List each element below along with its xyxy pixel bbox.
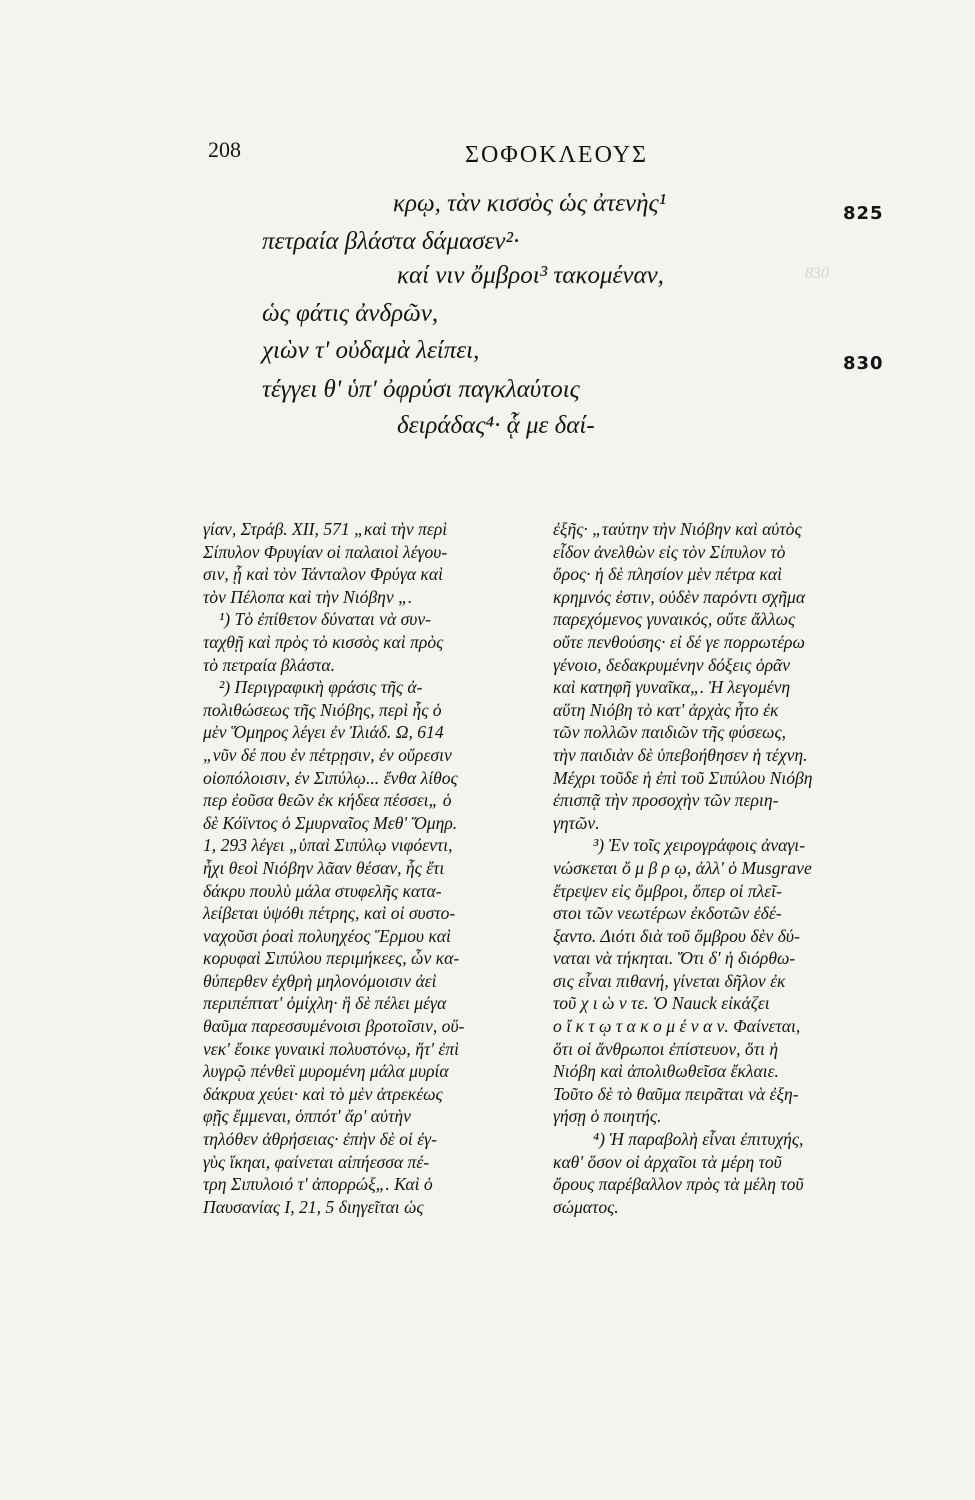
note-line: ταχθῇ καὶ πρὸς τὸ κισσὸς καὶ πρὸς	[203, 631, 444, 652]
note-line: Σίπυλον Φρυγίαν οἱ παλαιοὶ λέγου-	[203, 541, 448, 562]
note-line: θαῦμα παρεσσυμένοισι βροτοῖσιν, οὕ-	[203, 1016, 465, 1037]
note-line: παρεχόμενος γυναικός, οὔτε ἄλλως	[553, 609, 796, 630]
note-line: θύπερθεν ἐχθρὴ μηλονόμοισιν ἀεὶ	[203, 970, 437, 991]
note-line: Μέχρι τοῦδε ἡ ἐπὶ τοῦ Σιπύλου Νιόβη	[553, 767, 813, 788]
note-line: Παυσανίας Ι, 21, 5 διηγεῖται ὡς	[203, 1196, 424, 1217]
note-line: ναχοῦσι ῥοαὶ πολυηχέος Ἕρμου καὶ	[203, 925, 451, 946]
note-line: γήσῃ ὁ ποιητής.	[553, 1106, 662, 1127]
note-line: ὄρους παρέβαλλον πρὸς τὰ μέλη τοῦ	[553, 1174, 804, 1195]
note-line: γὺς ἵκηαι, φαίνεται αἰπήεσσα πέ-	[203, 1151, 430, 1172]
note-line: σιν, ᾗ καὶ τὸν Τάνταλον Φρύγα καὶ	[203, 564, 443, 585]
verse-line: χιὼν τ' οὐδαμὰ λείπει,	[262, 337, 480, 364]
note-line: ἔτρεψεν εἰς ὄμβροι, ὅπερ οἱ πλεῖ-	[553, 880, 782, 901]
note-line: νώσκεται ὄ μ β ρ ῳ, ἀλλ' ὁ Musgrave	[553, 857, 812, 878]
verse-line: δειράδας⁴· ᾇ με δαί-	[397, 412, 595, 439]
note-line: εἶδον ἀνελθὼν εἰς τὸν Σίπυλον τὸ	[553, 541, 786, 562]
note-line: σώματος.	[553, 1196, 619, 1217]
note-line: ²) Περιγραφικὴ φράσις τῆς ἀ-	[219, 677, 423, 698]
verse-line: ὡς φάτις ἀνδρῶν,	[262, 300, 439, 327]
notes-right-column	[553, 518, 883, 1218]
verse-line: τέγγει θ' ὑπ' ὀφρύσι παγκλαύτοις	[262, 376, 580, 403]
note-line: οἰοπόλοισιν, ἐν Σιπύλῳ... ἔνθα λίθος	[203, 767, 458, 788]
note-line: ἧχι θεοὶ Νιόβην λᾶαν θέσαν, ἧς ἔτι	[203, 857, 445, 878]
verse-line: πετραία βλάστα δάμασεν²·	[262, 228, 520, 255]
note-line: φῇς ἔμμεναι, ὁππότ' ἄρ' αὐτὴν	[203, 1106, 411, 1127]
verse-line: καί νιν ὄμβροι³ τακομέναν,	[397, 262, 664, 289]
note-line: 1, 293 λέγει „ὑπαὶ Σιπύλῳ νιφόεντι,	[203, 835, 453, 856]
note-line: γίαν, Στράβ. XII, 571 „καὶ τὴν περὶ	[203, 519, 448, 539]
note-line: τηλόθεν ἀθρήσειας· ἐπὴν δὲ οἱ ἐγ-	[203, 1129, 437, 1150]
note-line: λείβεται ὑψόθι πέτρης, καὶ οἱ συστο-	[203, 903, 456, 924]
note-line: τὸν Πέλοπα καὶ τὴν Νιόβην „.	[203, 586, 413, 607]
note-line: στοι τῶν νεωτέρων ἐκδοτῶν ἐδέ-	[553, 903, 782, 924]
verse-line: κρῳ, τὰν κισσὸς ὡς ἀτενὴς¹	[393, 190, 667, 217]
note-line: καθ' ὅσον οἱ ἀρχαῖοι τὰ μέρη τοῦ	[553, 1151, 782, 1172]
note-line: αὕτη Νιόβη τὸ κατ' ἀρχὰς ἦτο ἐκ	[553, 699, 779, 720]
note-line: Τοῦτο δὲ τὸ θαῦμα πειρᾶται νὰ ἐξη-	[553, 1083, 799, 1104]
note-line: πολιθώσεως τῆς Νιόβης, περὶ ἧς ὁ	[203, 699, 442, 720]
note-line: ὄρος· ἡ δὲ πλησίον μὲν πέτρα καὶ	[553, 564, 783, 585]
note-line: ³) Ἐν τοῖς χειρογράφοις ἀναγι-	[593, 835, 806, 856]
note-line: ὅτι οἱ ἄνθρωποι ἐπίστευον, ὅτι ἡ	[553, 1038, 779, 1059]
line-number: 825	[843, 203, 884, 224]
note-line: περιπέπτατ' ὀμίχλη· ἣ δὲ πέλει μέγα	[203, 993, 447, 1014]
note-line: τὴν παιδιὰν δὲ ὑπεβοήθησεν ἡ τέχνη.	[553, 744, 808, 765]
note-line: σις εἶναι πιθανή, γίνεται δῆλον ἐκ	[553, 970, 786, 991]
bleed-through-text: 830	[805, 265, 829, 282]
note-line: ξαντο. Διότι διὰ τοῦ ὄμβρου δὲν δύ-	[553, 925, 800, 946]
note-line: τὸ πετραία βλάστα.	[203, 654, 335, 675]
note-line: δὲ Κόϊντος ὁ Σμυρναῖος Μεθ' Ὅμηρ.	[203, 812, 458, 833]
note-line: ⁴) Ἡ παραβολὴ εἶναι ἐπιτυχής,	[593, 1129, 804, 1150]
note-line: ναται νὰ τήκηται. Ὅτι δ' ἡ διόρθω-	[553, 948, 796, 969]
note-line: δάκρυα χεύει· καὶ τὸ μὲν ἀτρεκέως	[203, 1083, 443, 1104]
note-line: τῶν πολλῶν παιδιῶν τῆς φύσεως,	[553, 722, 786, 743]
page-number: 208	[208, 137, 241, 162]
running-title: ΣΟΦΟΚΛΕΟΥΣ	[465, 142, 649, 168]
note-line: δάκρυ πουλὺ μάλα στυφελῆς κατα-	[203, 880, 442, 901]
note-line: λυγρῷ πένθεϊ μυρομένη μάλα μυρία	[203, 1061, 449, 1082]
note-line: γένοιο, δεδακρυμένην δόξεις ὁρᾶν	[553, 654, 791, 675]
note-line: ο ἴ κ τ ῳ τ α κ ο μ έ ν α ν. Φαίνεται,	[553, 1016, 801, 1037]
note-line: οὔτε πενθούσης· εἰ δέ γε πορρωτέρω	[553, 631, 805, 652]
note-line: κορυφαὶ Σιπύλου περιμήκεες, ὧν κα-	[203, 948, 460, 969]
note-line: ἐξῆς· „ταύτην τὴν Νιόβην καὶ αὐτὸς	[553, 519, 802, 539]
note-line: καὶ κατηφῆ γυναῖκα„. Ἡ λεγομένη	[553, 677, 791, 698]
note-line: γητῶν.	[553, 812, 600, 833]
line-number: 830	[843, 353, 884, 374]
note-line: ἐπισπᾷ τὴν προσοχὴν τῶν περιη-	[553, 790, 779, 811]
note-line: νεκ' ἔοικε γυναικὶ πολυστόνῳ, ἥτ' ἐπὶ	[203, 1038, 460, 1059]
note-line: Νιόβη καὶ ἀπολιθωθεῖσα ἔκλαιε.	[553, 1061, 779, 1082]
note-line: περ ἐοῦσα θεῶν ἐκ κήδεα πέσσει„ ὁ	[203, 790, 452, 811]
notes-left-column	[203, 518, 523, 1218]
note-line: τοῦ χ ι ὼ ν τε. Ὁ Nauck εἰκάζει	[553, 993, 770, 1014]
note-line: μὲν Ὅμηρος λέγει ἐν Ἰλιάδ. Ω, 614	[203, 722, 444, 743]
note-line: ¹) Τὸ ἐπίθετον δύναται νὰ συν-	[219, 609, 432, 630]
note-line: κρημνός ἐστιν, οὐδὲν παρόντι σχῆμα	[553, 586, 806, 607]
note-line: τρη Σιπυλοιό τ' ἀπορρώξ„. Καὶ ὁ	[203, 1174, 433, 1195]
note-line: „νῦν δέ που ἐν πέτρῃσιν, ἐν οὔρεσιν	[203, 744, 452, 765]
